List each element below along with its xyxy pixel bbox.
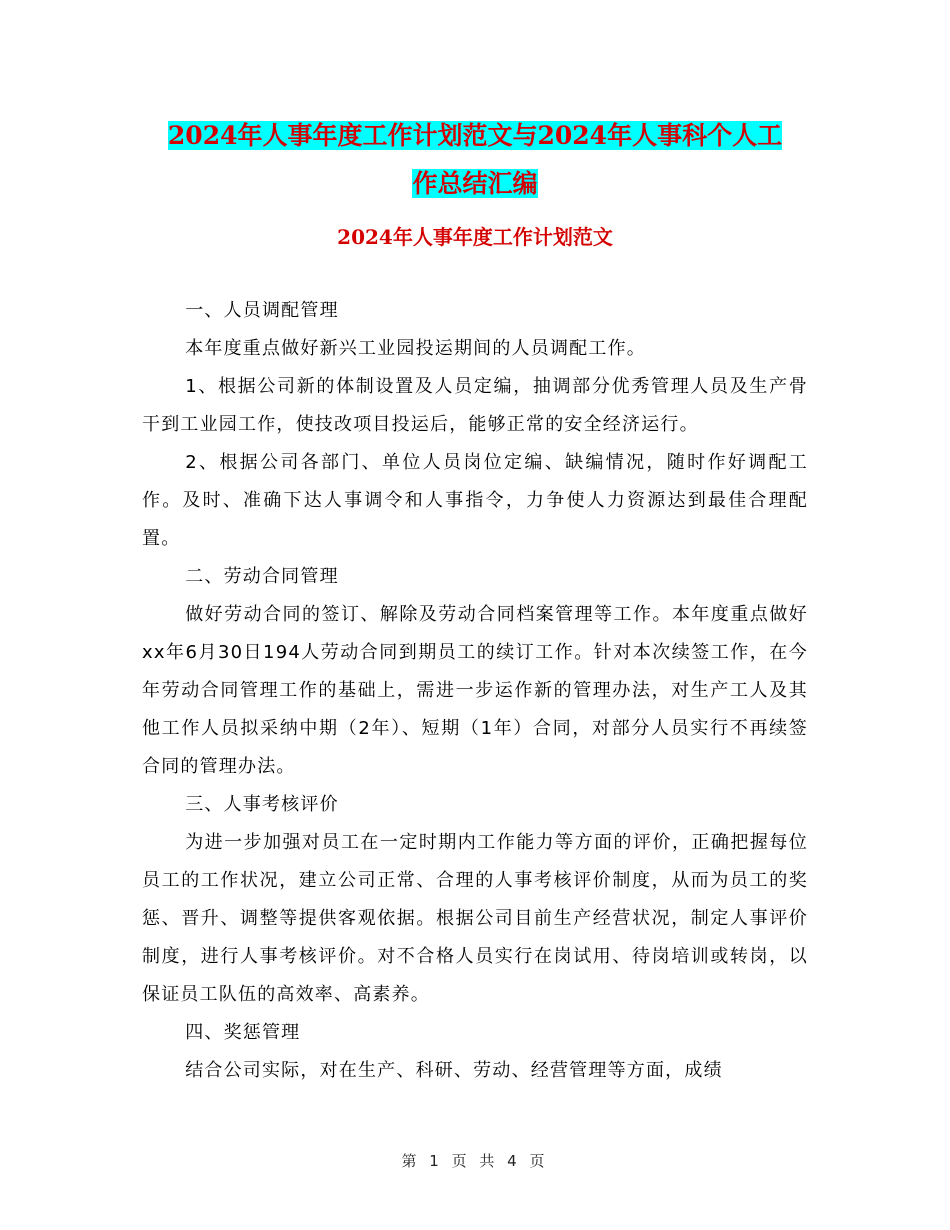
paragraph: 做好劳动合同的签订、解除及劳动合同档案管理等工作。本年度重点做好xx年6月30日194人劳动合同到期员工的续订工作。针对本次续签工作，在今年劳动合同管理工作的基础上，需进一步运作新的管理办法，对生产工人及其他工作人员拟采纳中期（2年）、短期（1年）合同，对部分人员实行不再续签合同的管理办法。 bbox=[142, 604, 808, 777]
paragraph: 1、根据公司新的体制设置及人员定编，抽调部分优秀管理人员及生产骨干到工业园工作，使技改项目投运后，能够正常的安全经济运行。 bbox=[142, 376, 808, 435]
document-body bbox=[142, 292, 808, 1090]
heading-labor-contract: 二、劳动合同管理 bbox=[185, 566, 339, 587]
title-line-1: 2024年人事年度工作计划范文与2024年人事科个人工 bbox=[167, 121, 783, 150]
heading-rewards-penalties: 四、奖惩管理 bbox=[185, 1022, 301, 1043]
section-title: 2024年人事年度工作计划范文 bbox=[337, 225, 613, 249]
document-title bbox=[140, 112, 810, 208]
paragraph: 为进一步加强对员工在一定时期内工作能力等方面的评价，正确把握每位员工的工作状况，建立公司正常、合理的人事考核评价制度，从而为员工的奖惩、晋升、调整等提供客观依据。根据公司目前生产经营状况，制定人事评价制度，进行人事考核评价。对不合格人员实行在岗试用、待岗培训或转岗，以保证员工队伍的高效率、高素养。 bbox=[142, 832, 808, 1005]
title-line-2: 作总结汇编 bbox=[412, 169, 538, 198]
paragraph: 2、根据公司各部门、单位人员岗位定编、缺编情况，随时作好调配工作。及时、准确下达人事调令和人事指令，力争使人力资源达到最佳合理配置。 bbox=[142, 452, 808, 549]
page-number-footer: 第 1 页 共 4 页 bbox=[401, 1152, 549, 1170]
paragraph: 结合公司实际，对在生产、科研、劳动、经营管理等方面，成绩 bbox=[185, 1060, 723, 1081]
heading-personnel-evaluation: 三、人事考核评价 bbox=[185, 794, 339, 815]
heading-staff-allocation: 一、人员调配管理 bbox=[185, 300, 339, 321]
paragraph: 本年度重点做好新兴工业园投运期间的人员调配工作。 bbox=[185, 338, 646, 359]
